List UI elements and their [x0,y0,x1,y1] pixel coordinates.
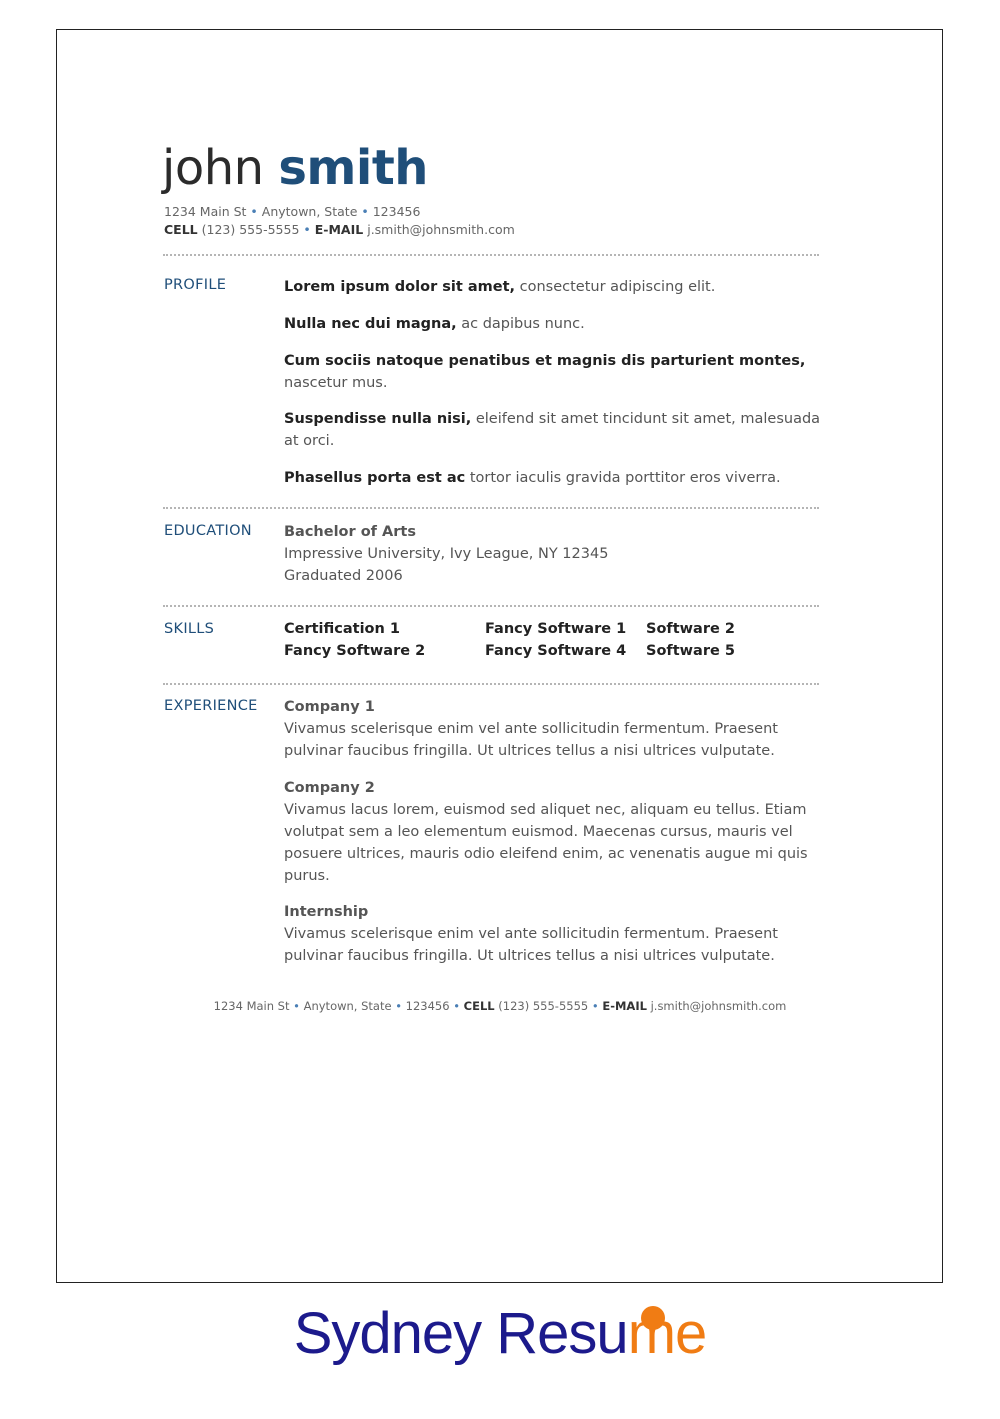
job-description: Vivamus lacus lorem, euismod sed aliquet nec, aliquam eu tellus. Etiam volutpat sem a leo elementum euismod. Maecenas cursus, mauris vel posuere ultrices, mauris odio eleifend enim, ac venenatis augue mi quis purus. [284,802,808,884]
address: 1234 Main St [213,999,290,1013]
first-name: john [162,140,264,196]
cell-label: CELL [463,999,495,1013]
resume-name [162,142,428,195]
company-name: Company 2 [284,780,375,796]
profile-item-text: consectetur adipiscing elit. [515,279,716,295]
separator-dot: • [591,999,599,1013]
profile-item [284,408,829,452]
logo-text-primary: Sydney Resu [293,1301,628,1366]
degree: Bachelor of Arts [284,524,416,540]
profile-item [284,467,829,489]
job-description: Vivamus scelerisque enim vel ante sollicitudin fermentum. Praesent pulvinar faucibus fringilla. Ut ultrices tellus a nisi ultrices vulputate. [284,926,778,964]
logo-text-accent: me [627,1301,707,1366]
profile-item [284,276,829,298]
email-label: E-MAIL [602,999,647,1013]
skill-item: Fancy Software 2 [284,643,426,659]
section-divider [163,507,819,509]
city: Anytown, State [261,204,358,219]
profile-item-text: ac dapibus nunc. [456,316,585,332]
cell-number: (123) 555-5555 [201,222,300,237]
last-name: smith [278,140,428,196]
separator-dot: • [250,204,258,219]
email-link[interactable]: j.smith@johnsmith.com [367,222,515,237]
separator-dot: • [453,999,461,1013]
profile-item-bold: Lorem ipsum dolor sit amet, [284,279,516,295]
profile-item-bold: Nulla nec dui magna, [284,316,457,332]
address: 1234 Main St [164,204,247,219]
sydney-resume-logo [0,1300,1000,1367]
city: Anytown, State [303,999,392,1013]
profile-item-bold: Phasellus porta est ac [284,470,466,486]
skill-item: Fancy Software 1 [485,621,627,637]
section-divider [163,683,819,685]
school: Impressive University, Ivy League, NY 12345 [284,546,609,562]
profile-heading: PROFILE [164,277,227,293]
header-contact-line [164,222,515,237]
profile-item-bold: Suspendisse nulla nisi, [284,411,472,427]
email-label: E-MAIL [314,222,364,237]
experience-heading: EXPERIENCE [164,698,258,714]
company-name: Internship [284,904,369,920]
skills-heading: SKILLS [164,621,215,637]
email-link[interactable]: j.smith@johnsmith.com [650,999,787,1013]
footer-contact [0,999,1000,1013]
skill-item: Fancy Software 4 [485,643,627,659]
education-heading: EDUCATION [164,523,252,539]
job-description: Vivamus scelerisque enim vel ante sollicitudin fermentum. Praesent pulvinar faucibus fringilla. Ut ultrices tellus a nisi ultrices vulputate. [284,721,778,759]
separator-dot: • [303,222,311,237]
skill-item: Certification 1 [284,621,400,637]
profile-item-bold: Cum sociis natoque penatibus et magnis dis parturient montes, [284,353,806,369]
profile-item-text: nascetur mus. [284,375,388,391]
profile-item [284,350,829,394]
separator-dot: • [361,204,369,219]
company-name: Company 1 [284,699,375,715]
profile-item-text: tortor iaculis gravida porttitor eros viverra. [465,470,781,486]
zip: 123456 [405,999,450,1013]
header-address-line [164,204,420,219]
profile-item [284,313,829,335]
profile-item-text: eleifend sit amet tincidunt sit amet, malesuada at orci. [284,411,821,449]
section-divider [163,254,819,256]
skill-item: Software 5 [646,643,735,659]
separator-dot: • [395,999,402,1013]
graduation: Graduated 2006 [284,568,403,584]
skill-item: Software 2 [646,621,735,637]
section-divider [163,605,819,607]
cell-number: (123) 555-5555 [498,999,589,1013]
separator-dot: • [293,999,300,1013]
cell-label: CELL [164,222,198,237]
zip: 123456 [372,204,421,219]
